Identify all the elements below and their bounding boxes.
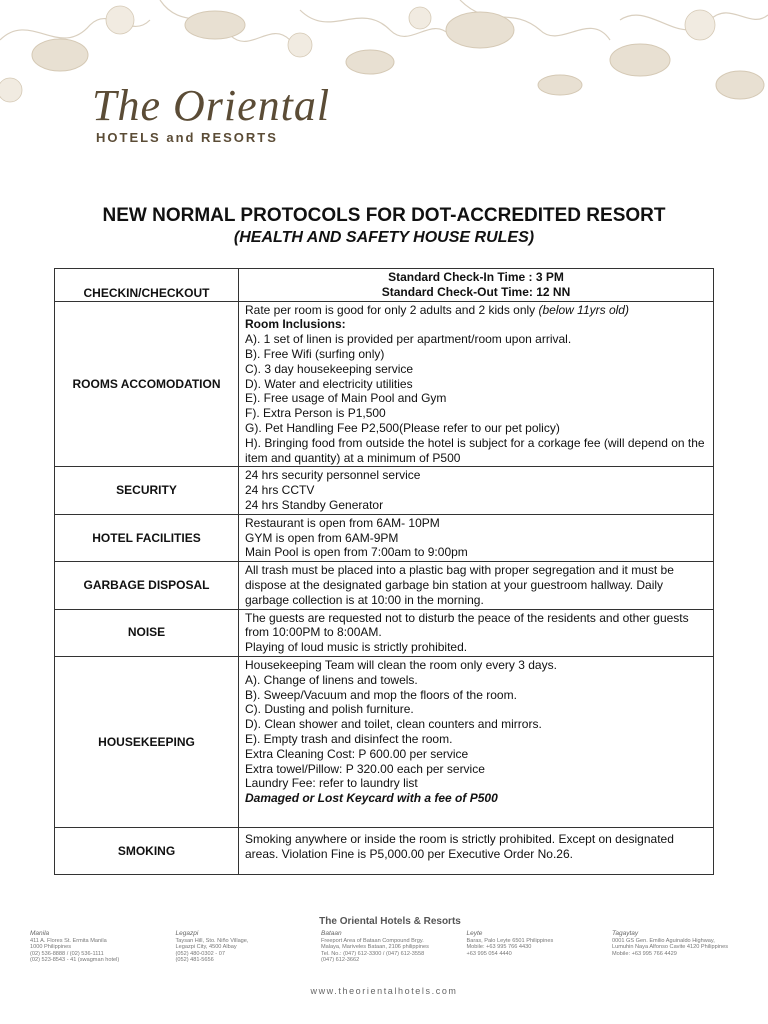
list-item: A). 1 set of linen is provided per apartment/room upon arrival. <box>245 332 572 347</box>
noise-quiet-hours: The guests are requested not to disturb the peace of the residents and other guests from 10:00PM to 8:00AM. <box>245 610 689 640</box>
table-row <box>55 514 714 561</box>
checkout-time: Standard Check-Out Time: 12 NN <box>381 284 571 299</box>
row-content-rooms <box>239 301 714 467</box>
list-item: C). Dusting and polish furniture. <box>245 702 414 717</box>
list-item: D). Clean shower and toilet, clean counters and mirrors. <box>245 717 542 732</box>
list-item: Extra towel/Pillow: P 320.00 each per service <box>245 761 485 776</box>
branch-line: Baras, Palo Leyte 6501 Philippines <box>466 937 554 944</box>
table-row <box>55 609 714 656</box>
list-item: 24 hrs Standby Generator <box>245 497 384 512</box>
list-item: B). Sweep/Vacuum and mop the floors of the room. <box>245 687 517 702</box>
branch-line: Mobile: +63 995 766 4430 <box>466 944 532 951</box>
branch-line: Lumuhin Naya Alfonso Cavite 4120 Philippines <box>612 944 728 951</box>
table-row <box>55 562 714 609</box>
list-item: Laundry Fee: refer to laundry list <box>245 776 418 791</box>
branch-manila <box>30 931 168 964</box>
page-footer <box>30 916 750 964</box>
logo-script-text: The Oriental <box>92 81 331 130</box>
row-content-security <box>239 467 714 514</box>
branch-line: (047) 612-3662 <box>321 957 360 964</box>
row-content-facilities <box>239 514 714 561</box>
branch-name: Manila <box>30 930 50 937</box>
list-item: A). Change of linens and towels. <box>245 672 418 687</box>
footer-title: The Oriental Hotels & Resorts <box>319 916 461 927</box>
branch-line: +63 995 054 4440 <box>466 950 512 957</box>
list-item: E). Free usage of Main Pool and Gym <box>245 391 447 406</box>
branch-line: (02) 523-8543 - 41 (swagman hotel) <box>30 957 120 964</box>
table-row <box>55 656 714 827</box>
branch-line: 1000 Philippines <box>30 944 72 951</box>
branch-line: Tel. No.: (047) 612-3300 / (047) 612-3558 <box>321 950 425 957</box>
branch-line: Taysan Hill, Sto. Niño Village, <box>175 937 249 944</box>
rooms-rate-age-note: (below 11yrs old) <box>538 302 629 317</box>
list-item: D). Water and electricity utilities <box>245 376 413 391</box>
logo-subtitle: HOTELS and RESORTS <box>96 130 278 145</box>
hotel-logo <box>92 81 331 145</box>
website-url[interactable]: www.theorientalhotels.com <box>310 986 458 996</box>
table-row <box>55 301 714 467</box>
list-item: 24 hrs CCTV <box>245 483 315 498</box>
row-content-checkin <box>239 269 714 302</box>
row-content-noise <box>239 609 714 656</box>
document-subtitle: (HEALTH AND SAFETY HOUSE RULES) <box>233 229 535 246</box>
list-item: E). Empty trash and disinfect the room. <box>245 731 453 746</box>
branch-bataan <box>321 931 459 964</box>
checkin-time: Standard Check-In Time : 3 PM <box>388 270 564 284</box>
list-item: GYM is open from 6AM-9PM <box>245 530 399 545</box>
list-item: B). Free Wifi (surfing only) <box>245 346 385 361</box>
branch-name: Legazpi <box>175 930 199 937</box>
row-label-garbage: GARBAGE DISPOSAL <box>55 562 239 609</box>
row-label-housekeeping: HOUSEKEEPING <box>55 656 239 827</box>
branch-name: Bataan <box>321 930 342 937</box>
row-content-garbage: All trash must be placed into a plastic bag with proper segregation and it must be dispose at the designated garbage bin station at your guestroom hallway. Daily garbage collection is at 10:00 in the morning. <box>239 562 714 609</box>
row-label-checkin: CHECKIN/CHECKOUT <box>55 269 239 302</box>
branch-name: Leyte <box>466 930 483 937</box>
row-label-smoking: SMOKING <box>55 827 239 874</box>
table-row <box>55 467 714 514</box>
branch-name: Tagaytay <box>612 930 639 937</box>
branch-line: Freeport Area of Bataan Compound Brgy. <box>321 937 424 944</box>
row-label-rooms: ROOMS ACCOMODATION <box>55 301 239 467</box>
row-content-smoking <box>239 827 714 874</box>
smoking-rule: Smoking anywhere or inside the room is strictly prohibited. Except on designated areas. Violation Fine is P5,000.00 per Executive Order No.26. <box>245 831 674 861</box>
list-item: Housekeeping Team will clean the room only every 3 days. <box>245 657 557 672</box>
branch-leyte <box>467 931 605 964</box>
branch-list <box>30 931 750 964</box>
rooms-rate-line <box>245 303 707 318</box>
document-title: NEW NORMAL PROTOCOLS FOR DOT-ACCREDITED RESORT <box>102 205 666 226</box>
table-row <box>55 827 714 874</box>
branch-line: Malaya, Mariveles Bataan, 2106 philippines <box>321 944 429 951</box>
row-label-security: SECURITY <box>55 467 239 514</box>
list-item: 24 hrs security personnel service <box>245 468 421 483</box>
house-rules-table <box>54 268 714 875</box>
noise-music-rule: Playing of loud music is strictly prohibited. <box>245 640 468 655</box>
branch-tagaytay <box>612 931 750 964</box>
list-item: F). Extra Person is P1,500 <box>245 406 386 421</box>
list-item: G). Pet Handling Fee P2,500(Please refer to our pet policy) <box>245 420 560 435</box>
row-label-noise: NOISE <box>55 609 239 656</box>
branch-line: Mobile: +63 995 766 4429 <box>612 950 677 957</box>
table-row <box>55 269 714 302</box>
row-label-facilities: HOTEL FACILITIES <box>55 514 239 561</box>
room-inclusions-label: Room Inclusions: <box>245 317 346 332</box>
branch-line: (052) 481-5656 <box>175 957 214 964</box>
list-item: Main Pool is open from 7:00am to 9:00pm <box>245 545 468 560</box>
list-item: C). 3 day housekeeping service <box>245 361 414 376</box>
rooms-rate-text: Rate per room is good for only 2 adults and 2 kids only <box>245 302 539 317</box>
row-content-housekeeping <box>239 656 714 827</box>
branch-legazpi <box>176 931 314 964</box>
branch-line: 0001 GS Gen. Emilio Aguinaldo Highway, <box>612 937 715 944</box>
branch-line: Legazpi City, 4500 Albay <box>175 944 237 951</box>
branch-line: (02) 536-8888 / (02) 536-1111 <box>30 950 104 957</box>
list-item: H). Bringing food from outside the hotel is subject for a corkage fee (will depend on the item and quantity) at a minimum of P500 <box>245 435 705 465</box>
keycard-fee-note: Damaged or Lost Keycard with a fee of P500 <box>245 791 498 806</box>
branch-line: 411 A. Flores St. Ermita Manila <box>30 937 107 944</box>
list-item: Extra Cleaning Cost: P 600.00 per service <box>245 746 469 761</box>
list-item: Restaurant is open from 6AM- 10PM <box>245 515 440 530</box>
branch-line: (052) 480-0302 - 07 <box>175 950 225 957</box>
